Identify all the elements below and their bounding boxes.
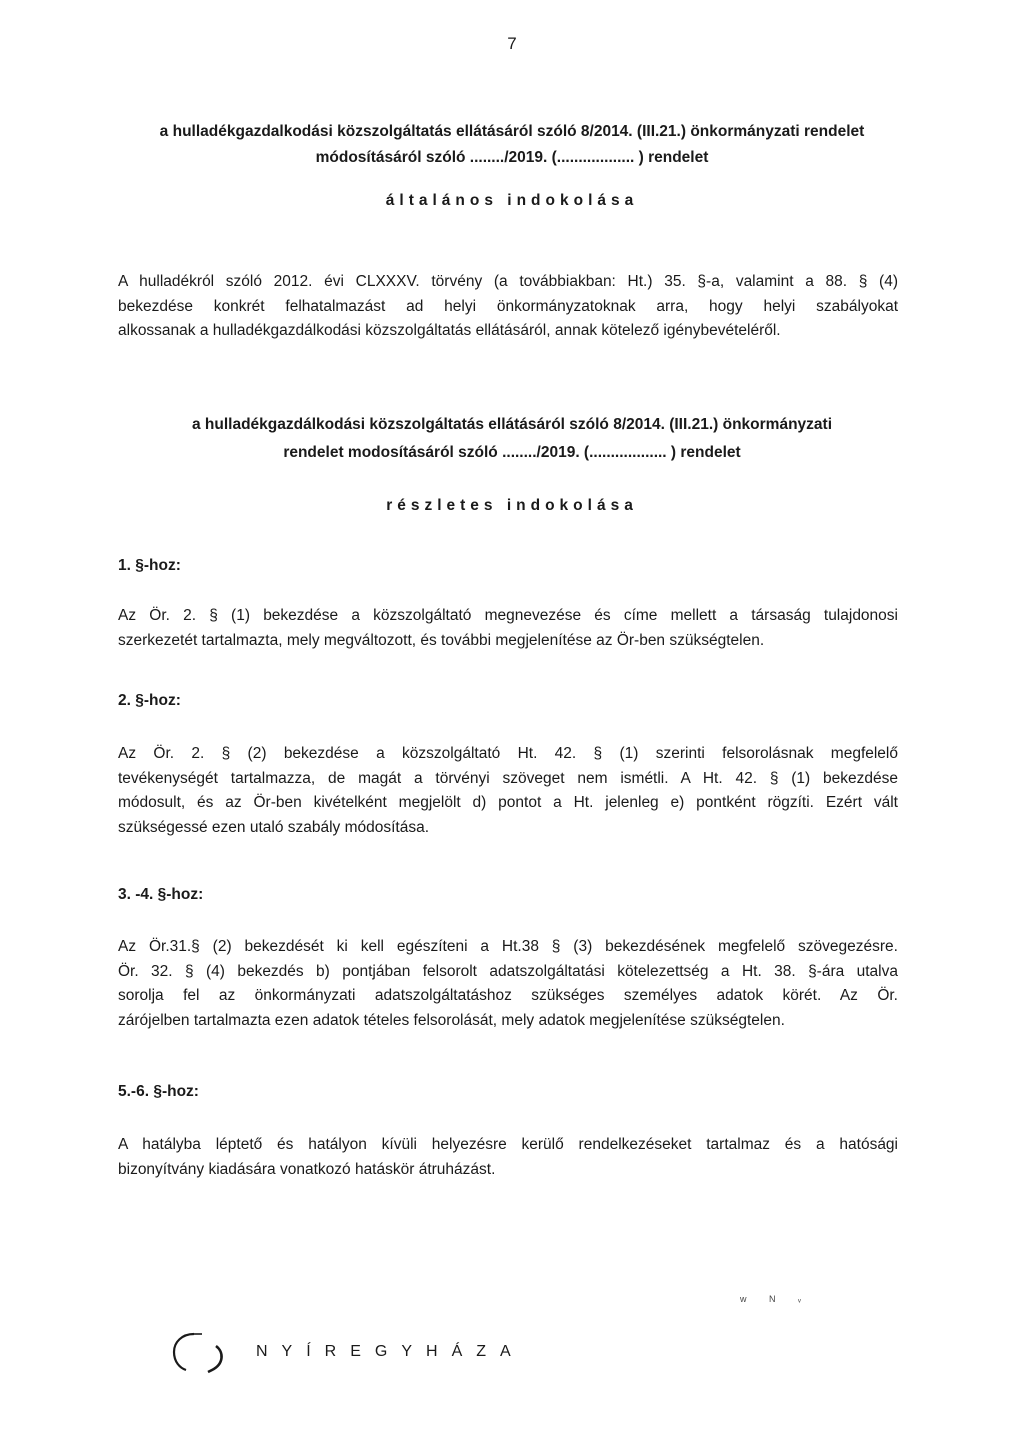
section-body xyxy=(118,935,898,1033)
general-body-line: alkossanak a hulladékgazdálkodási közszolgáltatás ellátásáról, annak kötelező igénybevételéről. xyxy=(118,322,781,339)
detailed-subtitle: részletes indokolása xyxy=(386,497,638,514)
nyiregyhaza-logo-icon xyxy=(168,1330,238,1374)
section-line: sorolja fel az önkormányzati adatszolgáltatáshoz szükséges személyes adatok körét. Az Ör. xyxy=(118,987,898,1004)
section-body xyxy=(118,742,898,840)
general-body-line: A hulladékról szóló 2012. évi CLXXXV. törvény (a továbbiakban: Ht.) 35. §-a, valamint a 88. § (4) xyxy=(118,273,898,290)
footer-stamp: w N ᵥ xyxy=(740,1294,811,1304)
section-line: Az Ör.31.§ (2) bekezdését ki kell egészíteni a Ht.38 § (3) bekezdésének megfelelő szövegezésre. xyxy=(118,938,898,955)
section-body xyxy=(118,604,898,653)
section-line: szükségessé ezen utaló szabály módosítása. xyxy=(118,818,430,836)
general-title-line2: módosításáról szóló ......../2019. (.................. ) rendelet xyxy=(315,149,709,166)
page-number: 7 xyxy=(507,34,517,53)
section-line: Az Ör. 2. § (1) bekezdése a közszolgáltató megnevezése és címe mellett a társaság tulajdonosi xyxy=(118,607,898,624)
section-heading: 1. §-hoz: xyxy=(118,557,181,574)
detailed-title-line1: a hulladékgazdálkodási közszolgáltatás ellátásáról szóló 8/2014. (III.21.) önkormányzati xyxy=(191,416,833,433)
section-line: tevékenységét tartalmazza, de magát a törvényi szöveget nem ismétli. A Ht. 42. § (1) bekezdése xyxy=(118,769,898,787)
general-body xyxy=(118,270,898,344)
section-heading: 2. §-hoz: xyxy=(118,692,181,709)
section-heading: 3. -4. §-hoz: xyxy=(118,886,204,903)
section-line: Az Ör. 2. § (2) bekezdése a közszolgáltató Ht. 42. § (1) szerinti felsorolásnak megfelelő xyxy=(118,745,898,762)
section-line: bizonyítvány kiadására vonatkozó hatáskör átruházást. xyxy=(118,1160,496,1178)
section-body xyxy=(118,1133,898,1182)
general-title-line1: a hulladékgazdalkodási közszolgáltatás ellátásáról szóló 8/2014. (III.21.) önkormányzati rendelet xyxy=(159,123,865,140)
footer-logo xyxy=(168,1330,525,1374)
section-line: szerkezetét tartalmazta, mely megváltozott, és további megjelenítése az Ör-ben szükségtelen. xyxy=(118,631,765,649)
section-heading: 5.-6. §-hoz: xyxy=(118,1083,199,1100)
section-line: A hatályba léptető és hatályon kívüli helyezésre kerülő rendelkezéseket tartalmaz és a hatósági xyxy=(118,1136,898,1153)
section-line: módosult, és az Ör-ben kivételként megjelölt d) pontot a Ht. jelenleg e) pontként rögzíti. Ezért vált xyxy=(118,794,898,811)
general-subtitle: általános indokolása xyxy=(385,192,639,209)
detailed-title-line2: rendelet modosításáról szóló ......../2019. (.................. ) rendelet xyxy=(283,444,741,461)
section-line: zárójelben tartalmazta ezen adatok tételes felsorolását, mely adatok megjelenítése szükségtelen. xyxy=(118,1011,785,1029)
logo-text: NYÍREGYHÁZA xyxy=(256,1343,525,1360)
section-line: Ör. 32. § (4) bekezdés b) pontjában felsorolt adatszolgáltatási kötelezettség a Ht. 38. §-ára utalva xyxy=(118,962,898,980)
general-body-line: bekezdése konkrét felhatalmazást ad helyi önkormányzatoknak arra, hogy helyi szabályokat xyxy=(118,297,898,315)
